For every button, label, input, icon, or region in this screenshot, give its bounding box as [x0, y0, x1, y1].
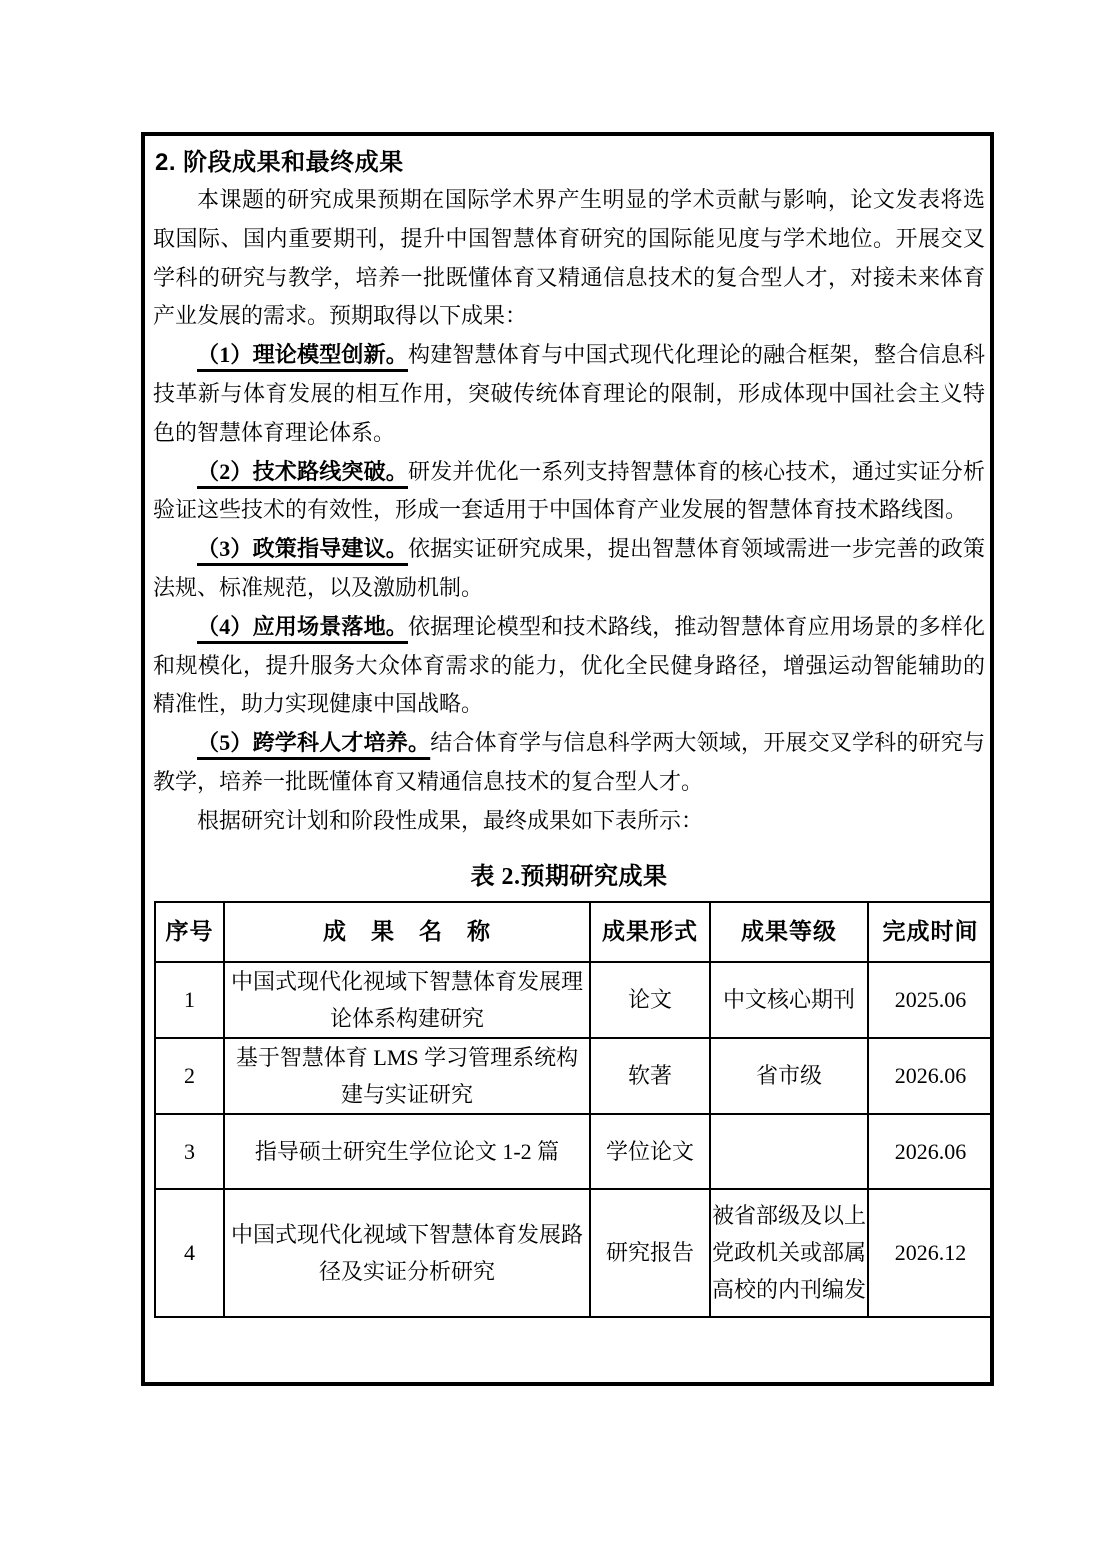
header-cell-time: 完成时间 [868, 902, 993, 962]
table-header-row [155, 902, 993, 962]
closing-paragraph [153, 802, 985, 841]
cell-grade: 被省部级及以上党政机关或部属高校的内刊编发 [710, 1189, 868, 1317]
cell-name: 指导硕士研究生学位论文 1-2 篇 [224, 1114, 590, 1189]
item-text: 依据实证研究成果，提出智慧体育领域需进一步完善的政策法规、标准规范，以及激励机制。 [153, 536, 985, 600]
table-row [155, 1189, 993, 1317]
intro-paragraph [153, 181, 985, 336]
table-caption: 表 2.预期研究成果 [470, 863, 668, 890]
table-row [155, 962, 993, 1038]
cell-form: 论文 [590, 962, 710, 1038]
item-lead: （1）理论模型创新。 [197, 342, 408, 368]
achievement-item-5 [153, 724, 985, 802]
header-cell-form: 成果形式 [590, 902, 710, 962]
cell-no: 1 [155, 962, 224, 1038]
item-lead: （3）政策指导建议。 [197, 536, 408, 562]
cell-name: 基于智慧体育 LMS 学习管理系统构建与实证研究 [224, 1038, 590, 1114]
cell-name: 中国式现代化视域下智慧体育发展理论体系构建研究 [224, 962, 590, 1038]
achievement-item-4 [153, 608, 985, 724]
cell-time: 2026.12 [868, 1189, 993, 1317]
cell-time: 2026.06 [868, 1038, 993, 1114]
achievement-item-1 [153, 336, 985, 452]
item-lead: （2）技术路线突破。 [197, 458, 408, 484]
item-text: 依据理论模型和技术路线，推动智慧体育应用场景的多样化和规模化，提升服务大众体育需求的能力，优化全民健身路径，增强运动智能辅助的精准性，助力实现健康中国战略。 [153, 613, 985, 717]
item-text: 构建智慧体育与中国式现代化理论的融合框架，整合信息科技革新与体育发展的相互作用，突破传统体育理论的限制，形成体现中国社会主义特色的智慧体育理论体系。 [153, 342, 985, 445]
item-lead: （4）应用场景落地。 [197, 613, 408, 639]
intro-text: 本课题的研究成果预期在国际学术界产生明显的学术贡献与影响，论文发表将选取国际、国内重要期刊，提升中国智慧体育研究的国际能见度与学术地位。开展交叉学科的研究与教学，培养一批既懂体育又精通信息技术的复合型人才，对接未来体育产业发展的需求。预期取得以下成果： [153, 187, 985, 329]
header-cell-no: 序号 [155, 902, 224, 962]
cell-grade: 省市级 [710, 1038, 868, 1114]
achievement-item-2 [153, 453, 985, 531]
item-lead: （5）跨学科人才培养。 [197, 730, 431, 756]
table-row [155, 1038, 993, 1114]
cell-no: 2 [155, 1038, 224, 1114]
item-text: 结合体育学与信息科学两大领域，开展交叉学科的研究与教学，培养一批既懂体育又精通信息技术的复合型人才。 [153, 730, 985, 794]
cell-time: 2026.06 [868, 1114, 993, 1189]
header-cell-grade: 成果等级 [710, 902, 868, 962]
cell-form: 学位论文 [590, 1114, 710, 1189]
form-section-box [141, 132, 994, 1386]
cell-time: 2025.06 [868, 962, 993, 1038]
cell-form: 研究报告 [590, 1189, 710, 1317]
table-row [155, 1114, 993, 1189]
section-heading: 2. 阶段成果和最终成果 [155, 149, 404, 176]
cell-grade: 中文核心期刊 [710, 962, 868, 1038]
section-body [153, 181, 985, 841]
cell-no: 4 [155, 1189, 224, 1317]
header-cell-name: 成 果 名 称 [224, 902, 590, 962]
item-text: 研发并优化一系列支持智慧体育的核心技术，通过实证分析验证这些技术的有效性，形成一套适用于中国体育产业发展的智慧体育技术路线图。 [153, 458, 985, 523]
closing-text: 根据研究计划和阶段性成果，最终成果如下表所示： [197, 807, 704, 833]
cell-grade [710, 1114, 868, 1189]
achievement-item-3 [153, 530, 985, 608]
cell-form: 软著 [590, 1038, 710, 1114]
cell-no: 3 [155, 1114, 224, 1189]
cell-name: 中国式现代化视域下智慧体育发展路径及实证分析研究 [224, 1189, 590, 1317]
results-table [154, 901, 994, 1318]
